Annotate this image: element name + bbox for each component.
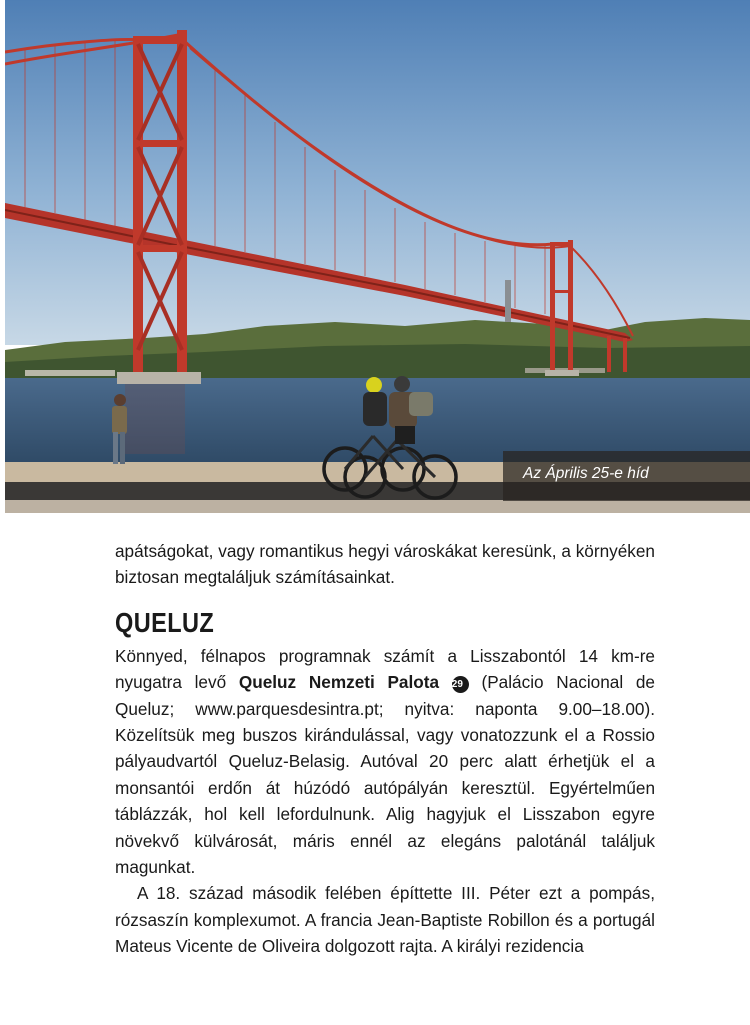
map-reference-badge: 29	[452, 676, 469, 693]
text-column	[115, 538, 655, 960]
queluz-text-start: Könnyed, félnapos programnak számít a Lisszabontól 14 km-re nyugatra levő	[115, 645, 655, 693]
queluz-paragraph	[115, 643, 655, 881]
photo-caption-box	[503, 451, 750, 501]
section-heading: QUELUZ	[115, 606, 215, 638]
history-paragraph: A 18. század második felében építtette III. Péter ezt a pompás, rózsaszín komplexumot. A francia Jean-Baptiste Robillon és a portugál Mateus Vicente de Oliveira dolgozott rajta. A királyi rezidencia	[115, 883, 655, 957]
palace-name: Queluz Nemzeti Palota	[238, 672, 440, 693]
intro-paragraph: apátságokat, vagy romantikus hegyi városkákat keresünk, a környéken biztosan megtaláljuk számításainkat.	[115, 541, 655, 588]
bridge-illustration	[5, 0, 750, 513]
queluz-text-end: (Palácio Nacional de Queluz; www.parquesdesintra.pt; nyitva: naponta 9.00–18.00). Közelítsük meg buszos kirándulással, vagy vonatozzunk el a Rossio pályaudvartól Queluz-Belasig. Autóval 20 perc alatt érhetjük el a monsantói erdőn át húzódó autópályán keresztül. Egyértelműen táblázzák, hol kell lefordulnunk. Alig hagyjuk el Lisszabon egyre növekvő külvárosát, máris ennél az elegáns palotánál találjuk magunkat.	[115, 672, 655, 878]
photo-caption: Az Április 25-e híd	[523, 465, 649, 482]
bridge-photo	[5, 0, 750, 513]
